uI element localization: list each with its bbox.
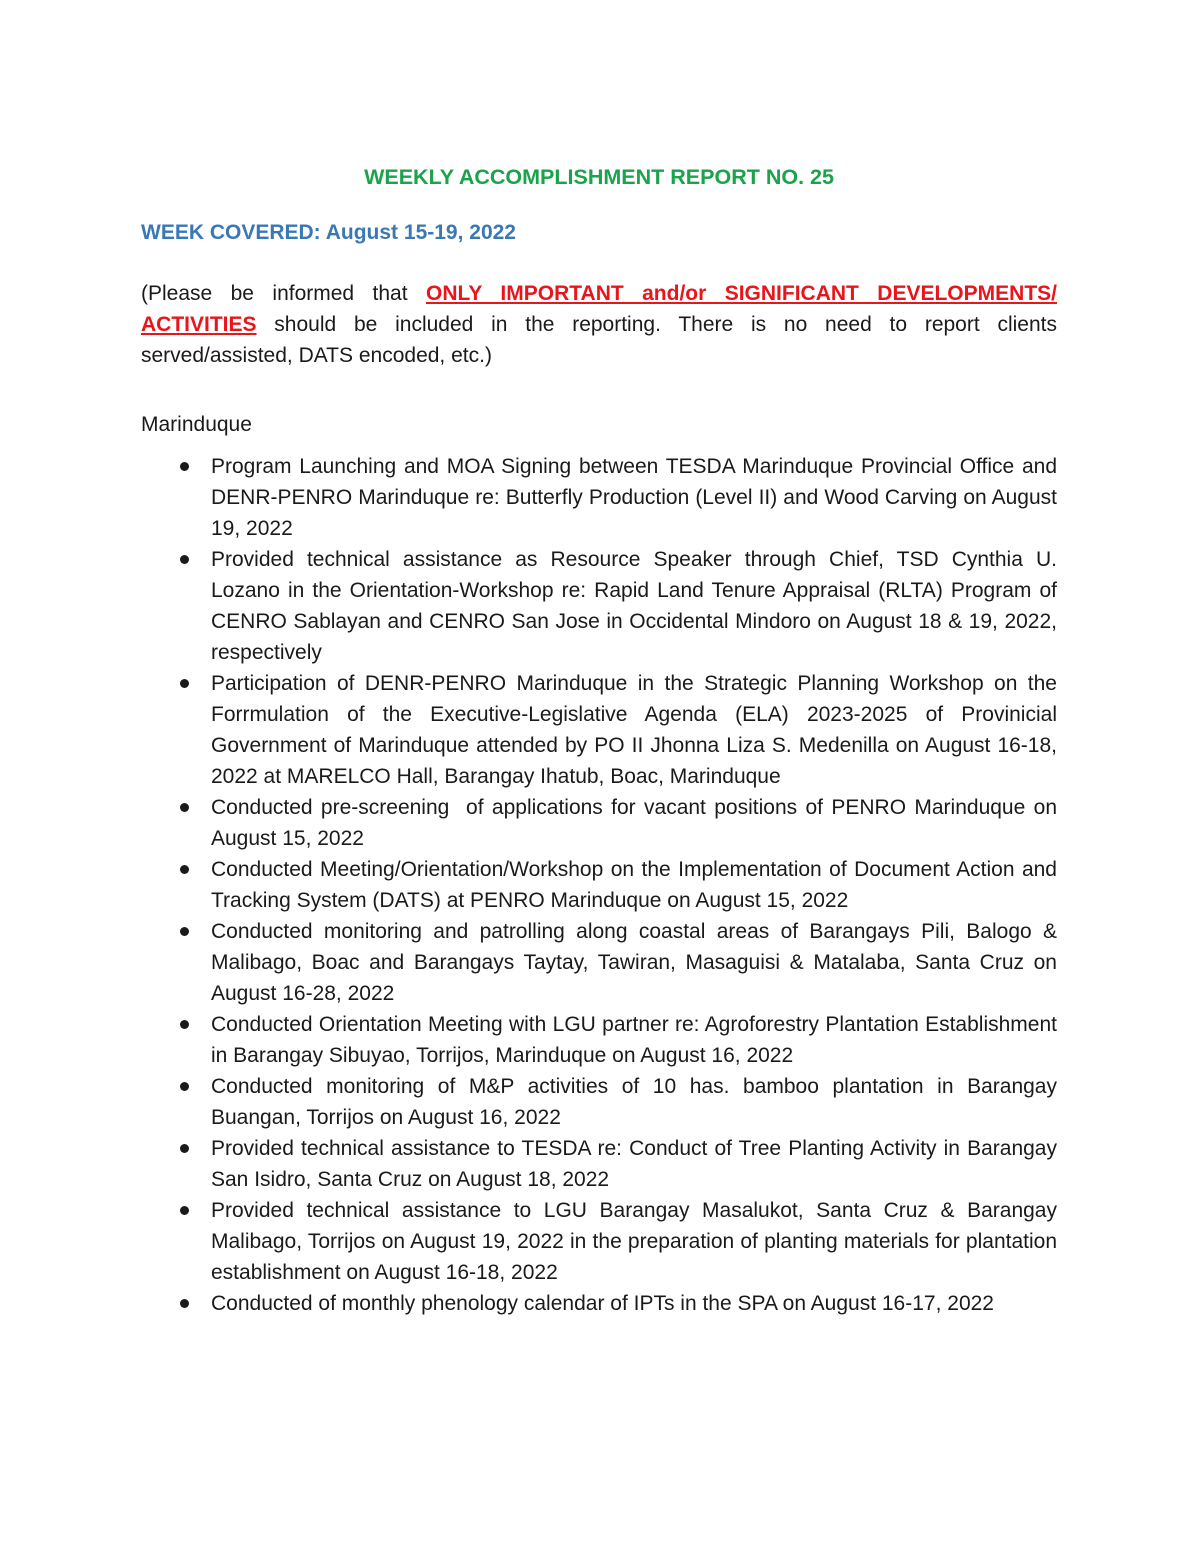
bullet-icon: [180, 1020, 189, 1029]
bullet-icon: [180, 1082, 189, 1091]
list-item-text: Program Launching and MOA Signing between TESDA Marinduque Provincial Office and DENR-PENRO Marinduque re: Butterfly Production (Level II) and Wood Carving on August 19, 2022: [211, 455, 1057, 540]
list-item-text: Conducted monitoring and patrolling along coastal areas of Barangays Pili, Balogo & Malibago, Boac and Barangays Taytay, Tawiran, Masaguisi & Matalaba, Santa Cruz on August 16-28, 2022: [211, 920, 1057, 1005]
list-item: [141, 1009, 1057, 1071]
bullet-icon: [180, 927, 189, 936]
note-highlight: ONLY IMPORTANT and/or SIGNIFICANT DEVELOPMENTS/ ACTIVITIES: [141, 282, 1057, 336]
reporting-note: [141, 278, 1057, 371]
list-item: [141, 1195, 1057, 1288]
bullet-icon: [180, 555, 189, 564]
list-item-text: Conducted Meeting/Orientation/Workshop on the Implementation of Document Action and Tracking System (DATS) at PENRO Marinduque on August 15, 2022: [211, 858, 1057, 912]
list-item: [141, 451, 1057, 544]
bullet-icon: [180, 1144, 189, 1153]
list-item: [141, 1133, 1057, 1195]
note-suffix: should be included in the reporting. There is no need to report clients served/assisted, DATS encoded, etc.): [141, 313, 1057, 367]
list-item-text: Conducted Orientation Meeting with LGU partner re: Agroforestry Plantation Establishment in Barangay Sibuyao, Torrijos, Marinduque on August 16, 2022: [211, 1013, 1057, 1067]
list-item-text: Conducted monitoring of M&P activities of 10 has. bamboo plantation in Barangay Buangan, Torrijos on August 16, 2022: [211, 1075, 1057, 1129]
report-title: WEEKLY ACCOMPLISHMENT REPORT NO. 25: [364, 165, 834, 189]
list-item: [141, 1288, 1057, 1319]
list-item-text: Provided technical assistance as Resource Speaker through Chief, TSD Cynthia U. Lozano in the Orientation-Workshop re: Rapid Land Tenure Appraisal (RLTA) Program of CENRO Sablayan and CENRO San Jose in Occidental Mindoro on August 18 & 19, 2022, respectively: [211, 548, 1057, 664]
list-item: [141, 792, 1062, 854]
bullet-icon: [180, 865, 189, 874]
list-item: [141, 854, 1057, 916]
list-item: [141, 1071, 1057, 1133]
office-heading: Marinduque: [141, 413, 252, 436]
bullet-icon: [180, 679, 189, 688]
bullet-icon: [180, 462, 189, 471]
list-item-text: Provided technical assistance to LGU Barangay Masalukot, Santa Cruz & Barangay Malibago, Torrijos on August 19, 2022 in the preparation of planting materials for plantation establishment on August 16-18, 2022: [211, 1199, 1057, 1284]
list-item-text: Participation of DENR-PENRO Marinduque in the Strategic Planning Workshop on the Forrmulation of the Executive-Legislative Agenda (ELA) 2023-2025 of Provinicial Government of Marinduque attended by PO II Jhonna Liza S. Medenilla on August 16-18, 2022 at MARELCO Hall, Barangay Ihatub, Boac, Marinduque: [211, 672, 1057, 788]
document-page: [141, 162, 1062, 1319]
list-item: [141, 668, 1057, 792]
week-covered: WEEK COVERED: August 15-19, 2022: [141, 221, 516, 244]
bullet-icon: [180, 1206, 189, 1215]
bullet-icon: [180, 1299, 189, 1308]
list-item: [141, 544, 1057, 668]
note-prefix: (Please be informed that: [141, 282, 426, 305]
list-item-text: Conducted pre-screening of applications for vacant positions of PENRO Marinduque on August 15, 2022: [211, 796, 1062, 850]
list-item: [141, 916, 1057, 1009]
list-item-text: Conducted of monthly phenology calendar of IPTs in the SPA on August 16-17, 2022: [211, 1292, 994, 1315]
accomplishment-list: [141, 451, 1062, 1319]
list-item-text: Provided technical assistance to TESDA re: Conduct of Tree Planting Activity in Barangay San Isidro, Santa Cruz on August 18, 2022: [211, 1137, 1057, 1191]
bullet-icon: [180, 803, 189, 812]
